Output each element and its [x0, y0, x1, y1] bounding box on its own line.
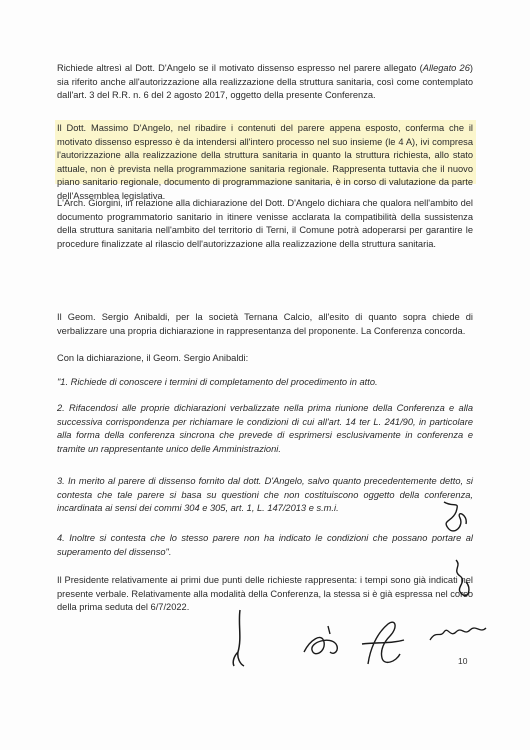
paragraph-anibaldi: Il Geom. Sergio Anibaldi, per la società Ternana Calcio, all'esito di quanto sopra chiede di verbalizzare una propria dichiarazione in rappresentanza del proponente. La Conferenza concorda.: [57, 312, 473, 336]
signature-loop: [300, 622, 348, 662]
declaration-point-2: 2. Rifacendosi alle proprie dichiarazioni verbalizzate nella prima riunione della Conferenza e alla successiva corrispondenza per richiamare le condizioni di cui all'art. 14 ter L. 241/90, in particolare alla forma della conferenza sincrona che prevede di esprimersi esclusivamente in conferenza e tramite un rappresentante unico delle Amministrazioni.: [57, 403, 473, 454]
paragraph-text: ) sia riferito anche all'autorizzazione alla realizzazione della struttura sanitaria, così come contemplato dall'art. 3 del R.R. n. 6 del 2 agosto 2017, oggetto della presente Conferenza.: [57, 63, 473, 101]
attachment-ref: Allegato 26: [422, 63, 470, 73]
declaration-point-4: 4. Inoltre si contesta che lo stesso parere non ha indicato le condizioni che possano portare al superamento del dissenso".: [57, 533, 473, 557]
paragraph-dangelo-highlighted: Il Dott. Massimo D'Angelo, nel ribadire i contenuti del parere appena esposto, conferma che il motivato dissenso espresso è da intendersi all'intero processo nel suo insieme (le 4 A), ivi compresa l'autorizzazione alla realizzazione della struttura sanitaria in quanto la struttura richiesta, allo stato attuale, non è prevista nella programmazione sanitaria regionale. Rappresenta tuttavia che il nuovo piano sanitario regionale, documento di programmazione sanitaria, è in corso di valutazione da parte dell'Assemblea legislativa.: [57, 123, 473, 201]
paragraph-declaration-intro: Con la dichiarazione, il Geom. Sergio Anibaldi:: [57, 353, 249, 363]
signature-scribble-right: [428, 620, 490, 646]
signature-vertical-stroke: [228, 608, 254, 668]
declaration-point-1: "1. Richiede di conoscere i termini di completamento del procedimento in atto.: [57, 377, 378, 387]
signature-cursive: [358, 614, 420, 672]
paragraph-giorgini: L'Arch. Giorgini, in relazione alla dichiarazione del Dott. D'Angelo dichiara che qualora nell'ambito del documento programmatorio sanitario in itinere venisse acclarata la compatibilità della sussistenza della struttura sanitaria nell'ambito del territorio di Terni, il Comune potrà adoperarsi per garantire le procedure finalizzate al rilascio dell'autorizzazione alla realizzazione della struttura sanitaria.: [57, 198, 473, 249]
paragraph-request: [57, 62, 473, 103]
paragraph-text: Richiede altresì al Dott. D'Angelo se il motivato dissenso espresso nel parere allegato (: [57, 63, 423, 73]
signature-initials-right-1: [438, 498, 472, 538]
paragraph-president: Il Presidente relativamente ai primi due punti delle richieste rappresenta: i tempi sono già indicati nel presente verbale. Relativamente alla modalità della Conferenza, la stessa si è già espressa nel corso della prima seduta del 6/7/2022.: [57, 575, 474, 613]
declaration-point-3: 3. In merito al parere di dissenso fornito dal dott. D'Angelo, salvo quanto precedentemente detto, si contesta che tale parere si basa su questioni che non costituiscono oggetto della conferenza, incardinata ai sensi dei commi 304 e 305, art. 1, L. 147/2013 e s.m.i.: [57, 476, 473, 514]
page-number: 10: [458, 656, 468, 666]
signature-initials-right-2: [448, 558, 478, 602]
